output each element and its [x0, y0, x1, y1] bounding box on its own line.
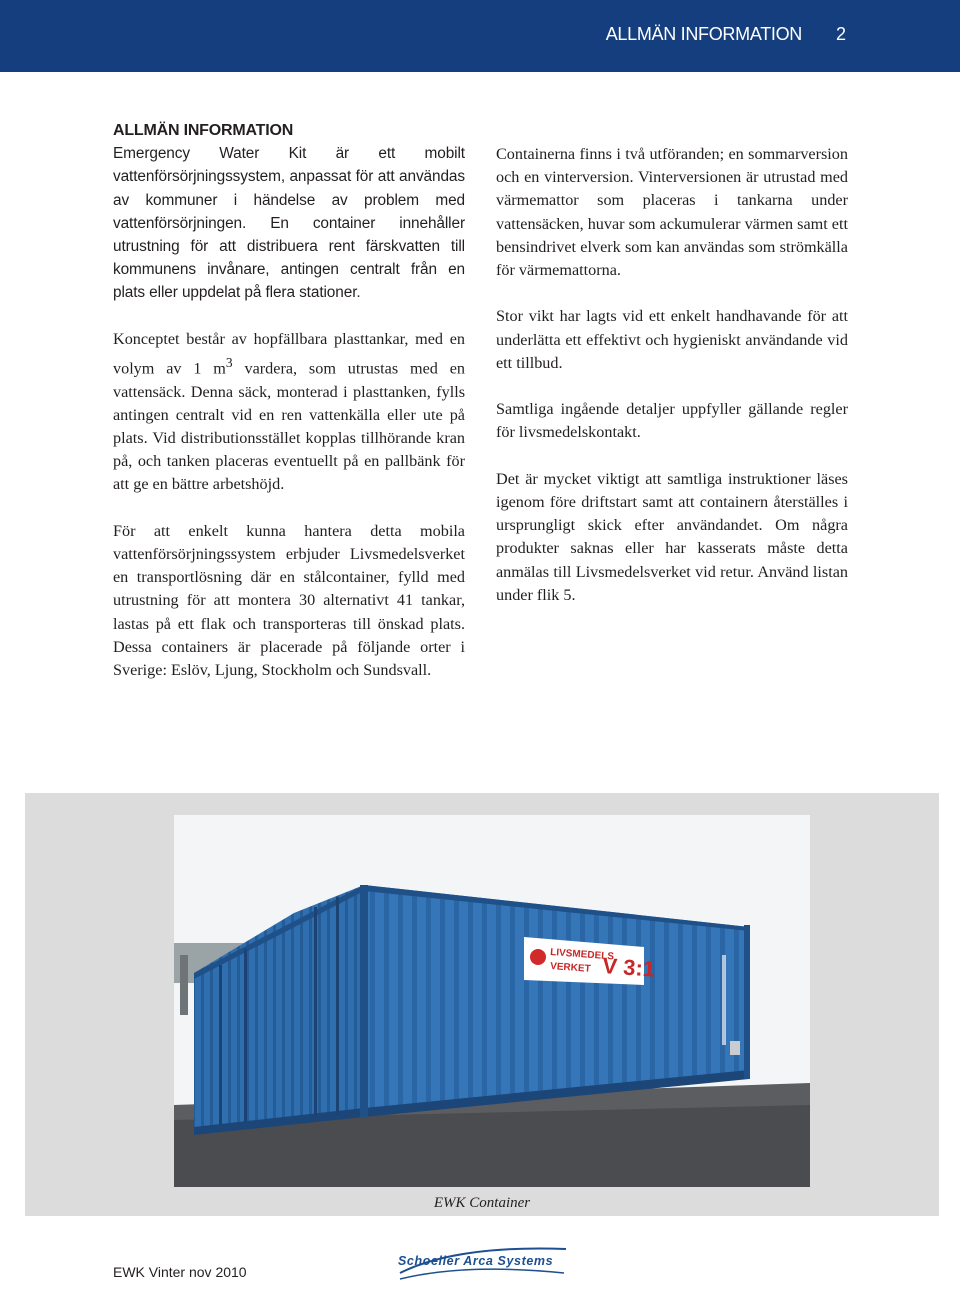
right-column: [496, 143, 848, 630]
footer-edition: EWK Vinter nov 2010: [113, 1264, 247, 1280]
concept-text-b: vardera, som utrustas med en vattensäck. Denna säck, monterad i plasttanken, fylls antingen centralt vid en ren vattenkälla eller ute på plats. Vid distributionsstället kopplas tillhörande kran på, och tanken placeras eventuellt på en pallbänk för att ge en bättre arbetshöjd.: [113, 359, 465, 494]
page-number: 2: [835, 24, 846, 44]
header-title: ALLMÄN INFORMATION: [605, 24, 802, 44]
handling-paragraph: Stor vikt har lagts vid ett enkelt handhavande för att underlätta ett effektivt och hygieniskt användande vid ett tillbud.: [496, 307, 848, 372]
intro-sans-text: Emergency Water Kit är ett mobilt vattenförsörjningssystem, anpassat för att användas av kommuner i händelse av problem med vattenförsörjningen. En container innehåller utrustning för att distribuera rent färskvatten till kommunens invånare, antingen centralt från en plats eller uppdelat på flera stationer.: [113, 145, 465, 302]
cubic-superscript: 3: [225, 355, 233, 371]
left-column: [113, 119, 465, 705]
sign-line2: VERKET: [549, 961, 592, 975]
transport-paragraph: För att enkelt kunna hantera detta mobila vattenförsörjningssystem erbjuder Livsmedelsverket en transportlösning där en stålcontainer, fylld med utrustning för att montera 30 alternativt 41 tankar, lastas på ett flak och transporteras till önskad plats. Dessa containers är placerade på följande orter i Sverige: Eslöv, Ljung, Stockholm och Sundsvall.: [113, 521, 465, 680]
section-heading: ALLMÄN INFORMATION: [113, 122, 294, 139]
versions-paragraph: Containerna finns i två utföranden; en sommarversion och en vinterversion. Vinterversionen är utrustad med värmemattor som placeras i tankarna under vattensäcken, huvar som ackumulerar värmen samt ett bensindrivet elverk som kan användas som strömkälla för värmemattorna.: [496, 145, 848, 280]
regulations-paragraph: Samtliga ingående detaljer uppfyller gällande regler för livsmedelskontakt.: [496, 400, 848, 442]
company-logo: [396, 1243, 571, 1290]
header-bar: [0, 0, 960, 72]
intro-paragraph: [113, 142, 465, 304]
container-photo: [174, 815, 810, 1187]
sign-line1: LIVSMEDELS: [549, 947, 615, 963]
sign-code: V 3:1: [601, 953, 656, 982]
photo-caption: EWK Container: [433, 1195, 531, 1211]
concept-text-a: Konceptet består av hopfällbara plasttankar, med en volym av 1 m: [113, 329, 465, 378]
logo-text: Schoeller Arca Systems: [398, 1254, 554, 1268]
instructions-paragraph: Det är mycket viktigt att samtliga instruktioner läses igenom före driftstart samt att containern återställes i ursprungligt skick efter användandet. Om några produkter saknas eller har kasserats måste detta anmälas till Livsmedelsverket vid retur. Använd listan under flik 5.: [496, 469, 848, 604]
photo-panel: [25, 793, 939, 1216]
logo-graphic: [396, 1243, 571, 1285]
container-illustration: [174, 815, 810, 1187]
concept-paragraph: [113, 328, 465, 497]
